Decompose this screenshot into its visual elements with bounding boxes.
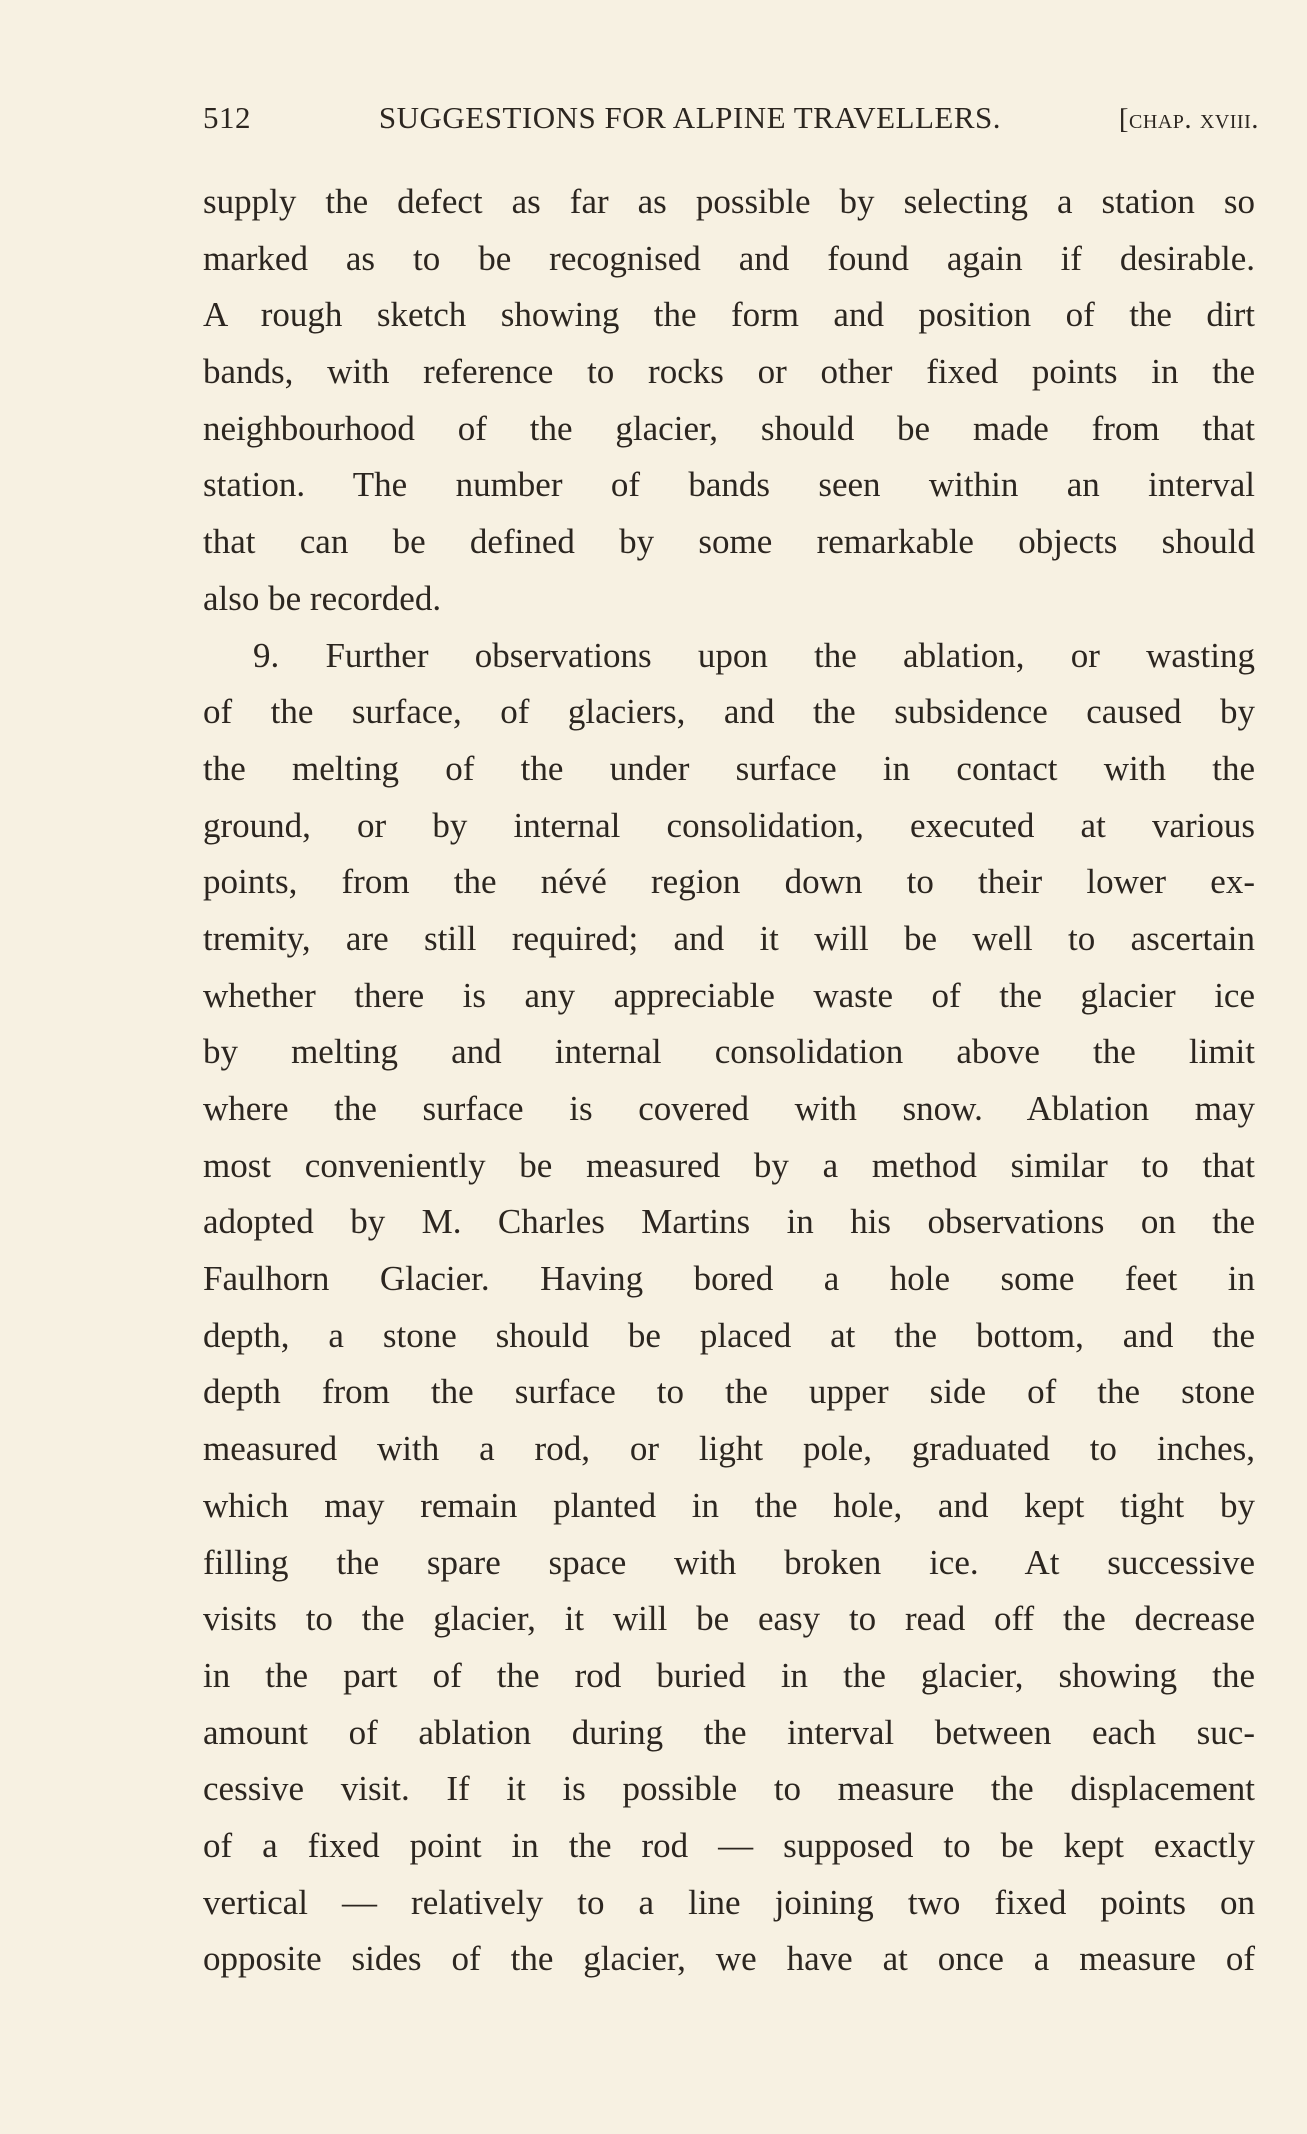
text-line: tremity, are still required; and it will be well to ascertain — [203, 918, 1255, 958]
text-line: by melting and internal consolidation above the limit — [203, 1032, 1255, 1072]
chapter-reference: [chap. xviii. — [1118, 103, 1259, 135]
text-line: A rough sketch showing the form and position of the dirt — [203, 295, 1255, 335]
text-line: bands, with reference to rocks or other fixed points in the — [203, 352, 1255, 392]
body-text — [203, 174, 1255, 1988]
text-line: of a fixed point in the rod — supposed to be kept exactly — [203, 1825, 1255, 1865]
running-head — [203, 100, 1259, 140]
text-line: marked as to be recognised and found again if desirable. — [203, 238, 1255, 278]
paragraph-start-line: 9. Further observations upon the ablation, or wasting — [253, 635, 1255, 675]
text-line: cessive visit. If it is possible to measure the displacement — [203, 1769, 1255, 1809]
text-line: adopted by M. Charles Martins in his observations on the — [203, 1202, 1255, 1242]
text-line: in the part of the rod buried in the glacier, showing the — [203, 1655, 1255, 1695]
text-line: also be recorded. — [203, 578, 442, 618]
text-line: vertical — relatively to a line joining two fixed points on — [203, 1882, 1255, 1922]
text-line: the melting of the under surface in contact with the — [203, 748, 1255, 788]
text-line: points, from the névé region down to their lower ex- — [203, 862, 1255, 902]
text-line: amount of ablation during the interval between each suc- — [203, 1712, 1255, 1752]
running-title: SUGGESTIONS FOR ALPINE TRAVELLERS. — [378, 100, 1002, 135]
text-line: opposite sides of the glacier, we have at once a measure of — [203, 1939, 1255, 1979]
text-line: that can be defined by some remarkable objects should — [203, 522, 1255, 562]
text-line: of the surface, of glaciers, and the subsidence caused by — [203, 692, 1255, 732]
text-line: filling the spare space with broken ice. At successive — [203, 1542, 1255, 1582]
text-line: where the surface is covered with snow. Ablation may — [203, 1089, 1255, 1128]
text-line: visits to the glacier, it will be easy to read off the decrease — [203, 1599, 1255, 1639]
text-line: measured with a rod, or light pole, graduated to inches, — [203, 1429, 1255, 1469]
text-line: whether there is any appreciable waste of the glacier ice — [203, 975, 1255, 1015]
text-line: which may remain planted in the hole, and kept tight by — [203, 1485, 1255, 1525]
text-line: supply the defect as far as possible by selecting a station so — [203, 182, 1255, 221]
text-line: most conveniently be measured by a method similar to that — [203, 1145, 1255, 1185]
text-line: depth from the surface to the upper side of the stone — [203, 1372, 1255, 1412]
text-line: Faulhorn Glacier. Having bored a hole some feet in — [203, 1259, 1255, 1299]
page-number: 512 — [203, 100, 251, 135]
text-line: depth, a stone should be placed at the bottom, and the — [203, 1315, 1255, 1355]
text-line: neighbourhood of the glacier, should be made from that — [203, 408, 1255, 448]
text-line: ground, or by internal consolidation, executed at various — [203, 805, 1255, 845]
text-line: station. The number of bands seen within an interval — [203, 465, 1255, 505]
